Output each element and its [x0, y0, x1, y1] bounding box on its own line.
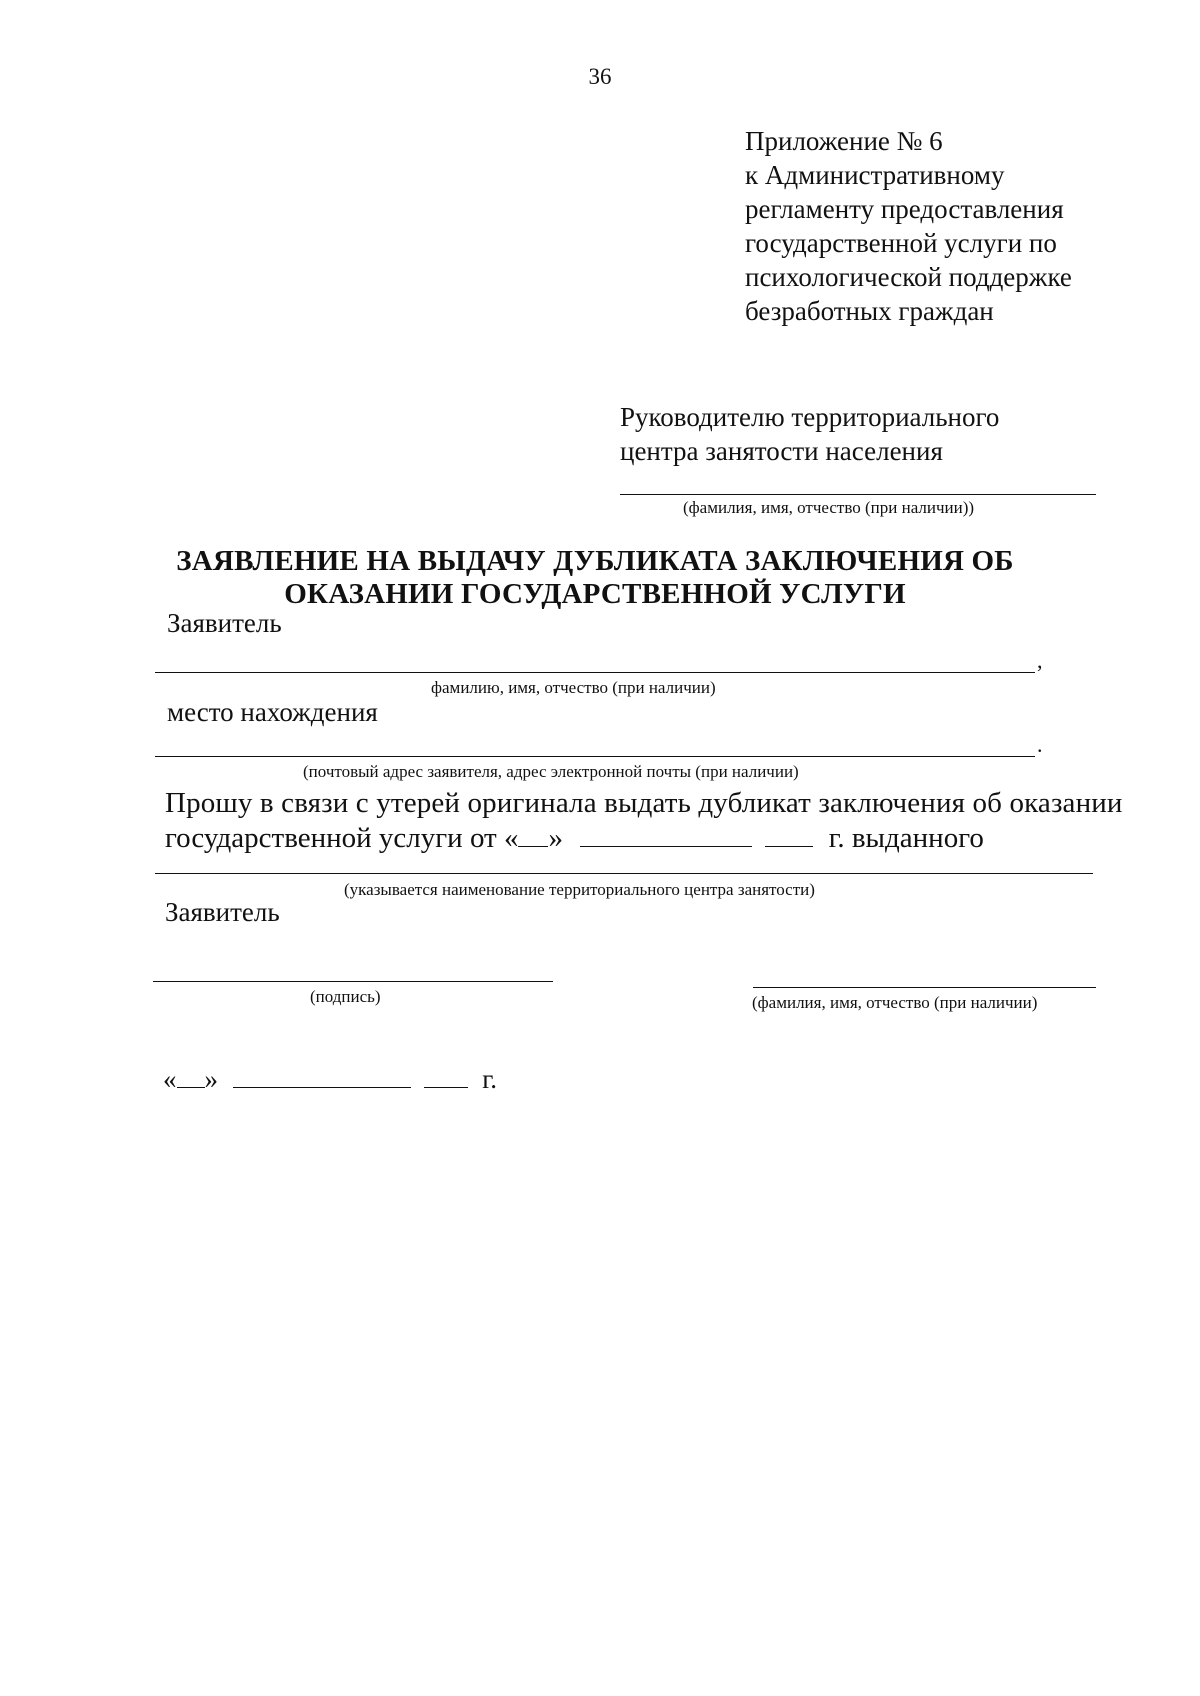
- addressee-name-caption: (фамилия, имя, отчество (при наличии)): [683, 498, 975, 517]
- appendix-line: Приложение № 6: [745, 126, 943, 156]
- request-line-2: [165, 822, 984, 855]
- signature-applicant-label: Заявитель: [165, 897, 280, 927]
- applicant-line-comma: ,: [1037, 648, 1043, 673]
- request-date-prefix: государственной услуги от «: [165, 822, 519, 854]
- appendix-line: психологической поддержке: [745, 262, 1072, 292]
- center-name-line: [155, 873, 1093, 874]
- appendix-header: [745, 124, 1072, 328]
- signature-caption: (подпись): [310, 987, 381, 1006]
- request-quote-close: »: [548, 822, 563, 854]
- day-blank: [518, 824, 548, 847]
- addressee-name-line: [620, 494, 1096, 495]
- appendix-line: государственной услуги по: [745, 228, 1057, 258]
- addressee-line: Руководителю территориального: [620, 402, 1000, 432]
- addressee-line: центра занятости населения: [620, 436, 943, 466]
- location-line: [155, 756, 1035, 757]
- date-open-quote: «: [163, 1064, 177, 1094]
- signature-name-line: [753, 987, 1096, 988]
- title-line: ОКАЗАНИИ ГОСУДАРСТВЕННОЙ УСЛУГИ: [284, 578, 906, 610]
- month-blank: [580, 824, 752, 847]
- year-blank: [765, 824, 813, 847]
- date-day-blank: [177, 1065, 205, 1088]
- applicant-label: Заявитель: [167, 608, 282, 638]
- signature-line: [153, 981, 553, 982]
- addressee-block: [620, 400, 999, 468]
- date-year-blank: [424, 1065, 468, 1088]
- appendix-line: к Административному: [745, 160, 1005, 190]
- request-date-suffix: г. выданного: [828, 822, 984, 854]
- location-label: место нахождения: [167, 697, 378, 727]
- location-line-period: .: [1037, 732, 1043, 757]
- applicant-name-caption: фамилию, имя, отчество (при наличии): [431, 678, 716, 697]
- date-line: [163, 1064, 497, 1095]
- center-caption: (указывается наименование территориального центра занятости): [344, 880, 815, 899]
- applicant-name-line: [155, 672, 1035, 673]
- appendix-line: регламенту предоставления: [745, 194, 1064, 224]
- request-line-1: Прошу в связи с утерей оригинала выдать дубликат заключения об оказании: [165, 787, 1123, 819]
- location-caption: (почтовый адрес заявителя, адрес электронной почты (при наличии): [303, 762, 799, 781]
- appendix-line: безработных граждан: [745, 296, 994, 326]
- title-line: ЗАЯВЛЕНИЕ НА ВЫДАЧУ ДУБЛИКАТА ЗАКЛЮЧЕНИЯ ОБ: [176, 545, 1014, 577]
- page-number: 36: [588, 64, 612, 89]
- date-month-blank: [233, 1065, 411, 1088]
- document-title: [140, 545, 1050, 611]
- date-year-suffix: г.: [482, 1064, 498, 1094]
- date-close-quote: »: [204, 1064, 218, 1094]
- signature-name-caption: (фамилия, имя, отчество (при наличии): [752, 993, 1038, 1012]
